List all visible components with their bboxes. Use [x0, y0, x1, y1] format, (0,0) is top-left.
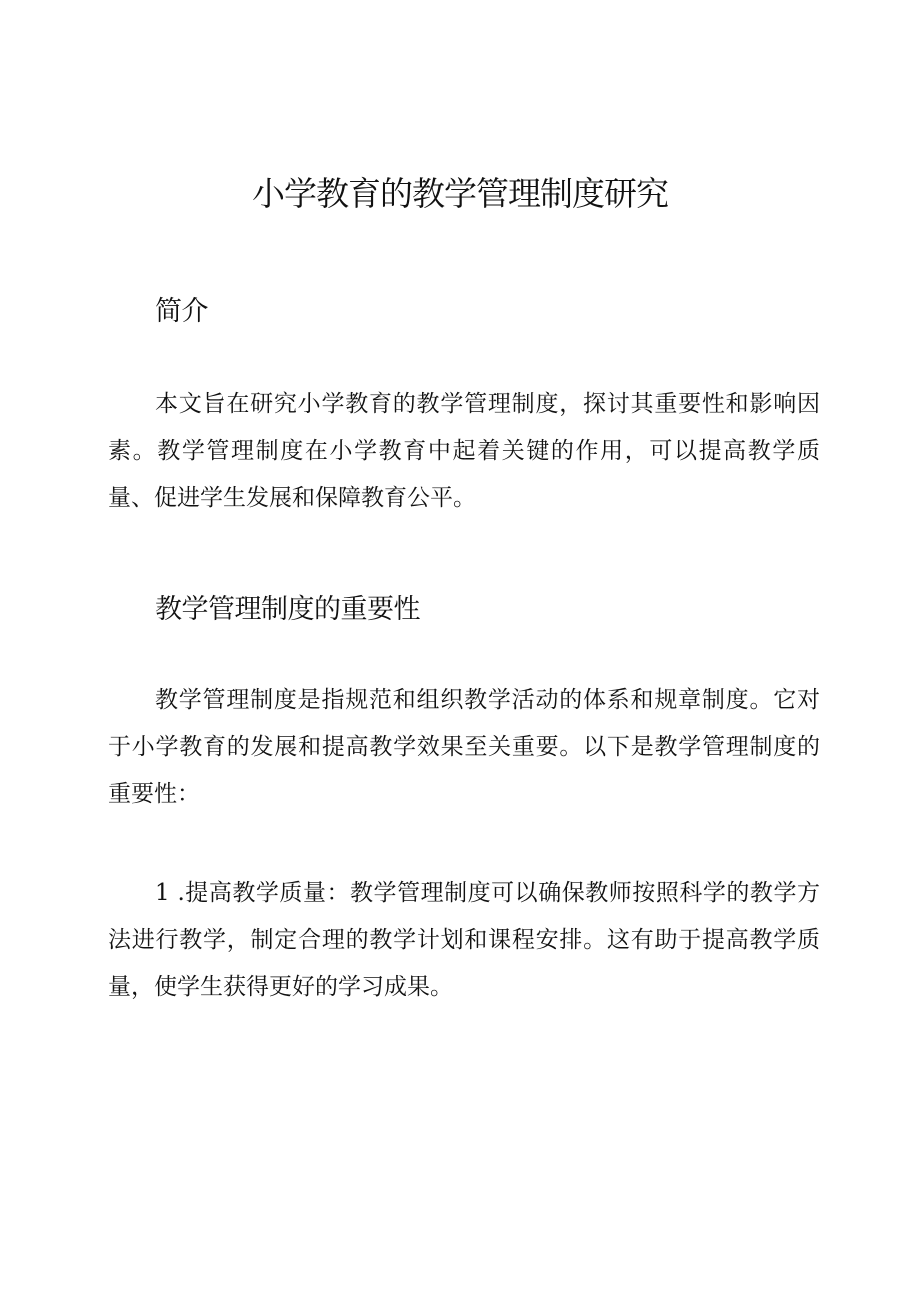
document-title: 小学教育的教学管理制度研究: [252, 174, 668, 213]
intro-paragraph: 本文旨在研究小学教育的教学管理制度，探讨其重要性和影响因素。教学管理制度在小学教育中起着关键的作用，可以提高教学质量、促进学生发展和保障教育公平。: [108, 391, 820, 511]
importance-paragraph: 教学管理制度是指规范和组织教学活动的体系和规章制度。它对于小学教育的发展和提高教学效果至关重要。以下是教学管理制度的重要性：: [108, 687, 820, 807]
section-heading-intro: 简介: [155, 296, 208, 327]
section-heading-importance: 教学管理制度的重要性: [155, 594, 420, 625]
list-item-paragraph: 1 .提高教学质量：教学管理制度可以确保教师按照科学的教学方法进行教学，制定合理的教学计划和课程安排。这有助于提高教学质量，使学生获得更好的学习成果。: [108, 880, 820, 1000]
